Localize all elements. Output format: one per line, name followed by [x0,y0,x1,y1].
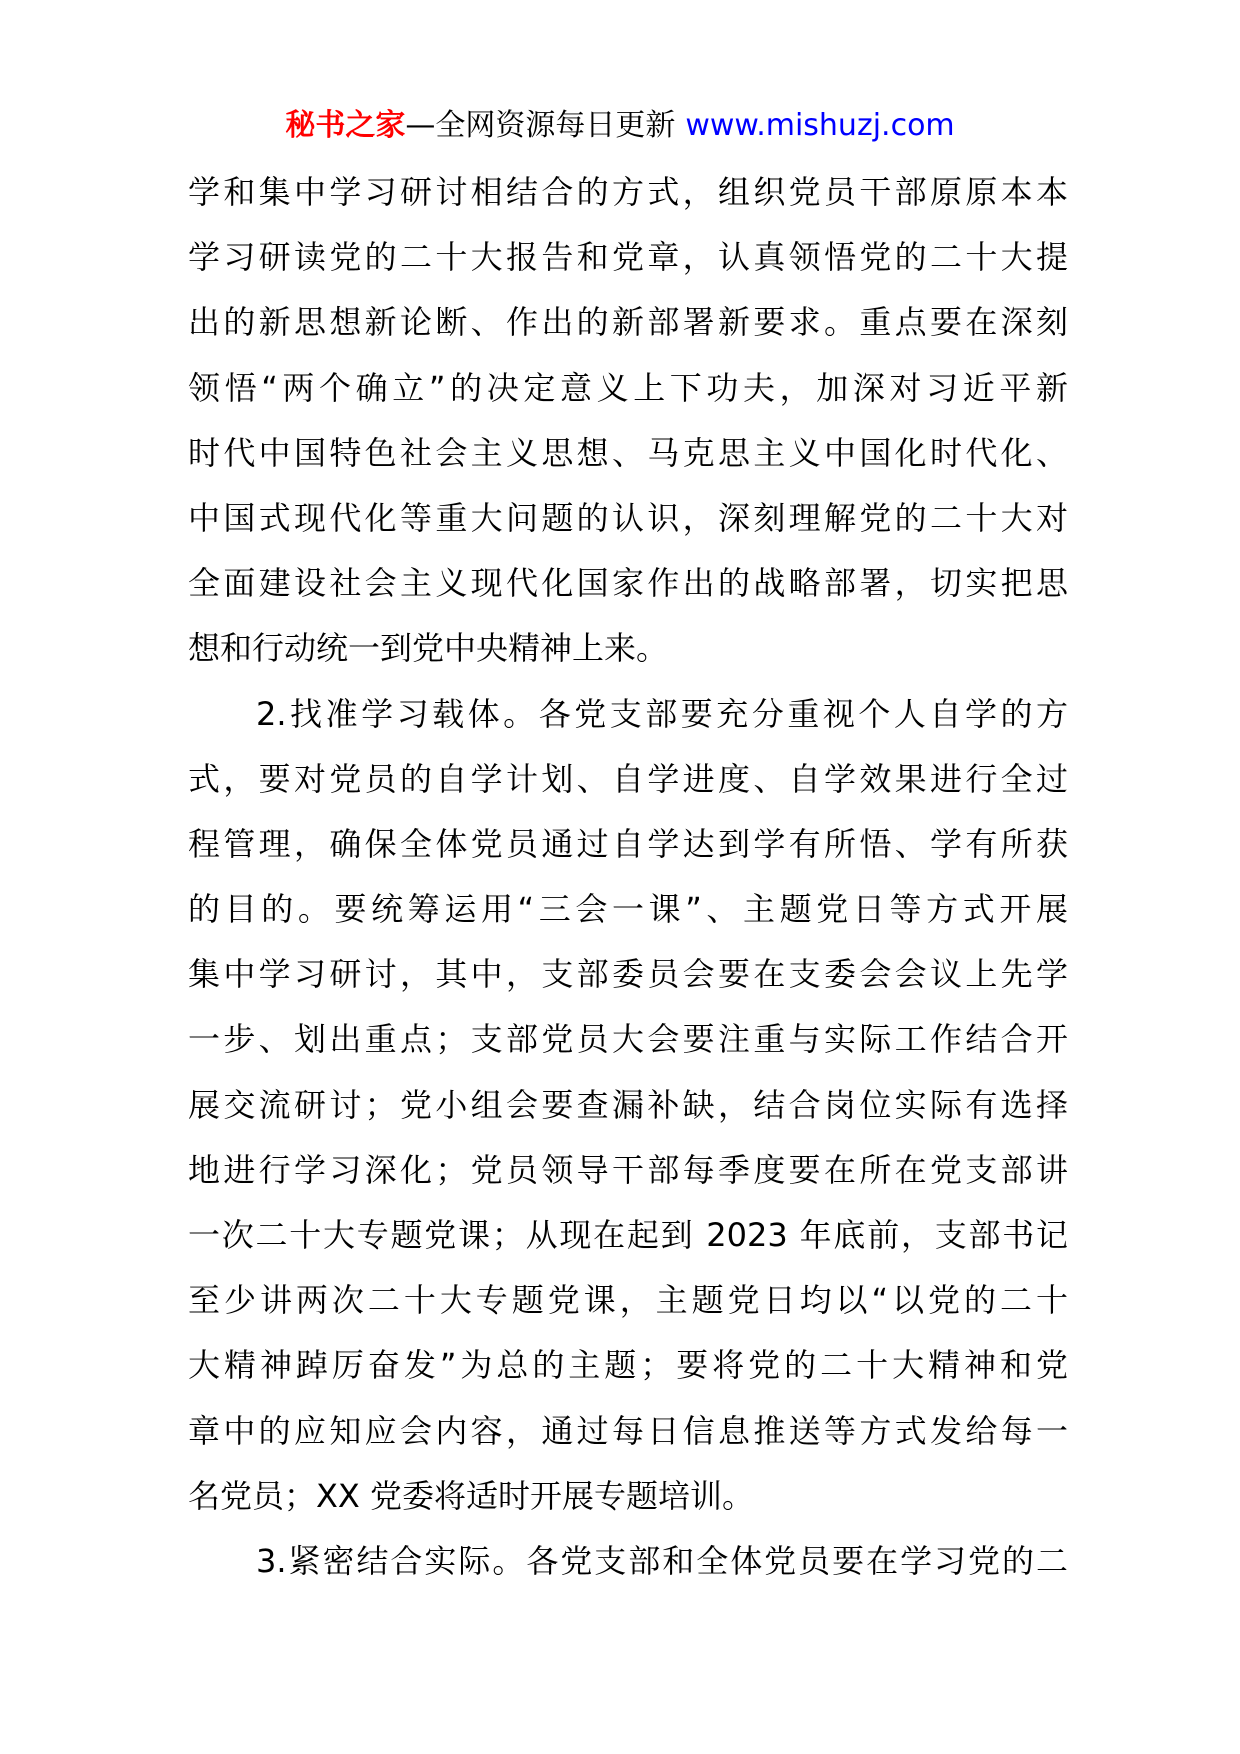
text-line: 名党员；XX 党委将适时开展专题培训。 [188,1476,755,1515]
text-line: 学和集中学习研讨相结合的方式，组织党员干部原原本本 [188,173,1068,211]
text-line: 章中的应知应会内容，通过每日信息推送等方式发给每一 [188,1411,1068,1450]
text-line: 一次二十大专题党课；从现在起到 2023 年底前，支部书记 [188,1216,1068,1254]
paragraph-3-start: 3.紧密结合实际。各党支部和全体党员要在学习党的二 [256,1541,1068,1580]
document-body [188,160,1068,1594]
text-line: 地进行学习深化；党员领导干部每季度要在所在党支部讲 [188,1150,1068,1189]
text-line: 程管理，确保全体党员通过自学达到学有所悟、学有所获 [188,824,1068,863]
text-line: 时代中国特色社会主义思想、马克思主义中国化时代化、 [188,433,1068,472]
site-url-link[interactable]: www.mishuzj.com [685,108,955,143]
text-line: 学习研读党的二十大报告和党章，认真领悟党的二十大提 [188,238,1068,277]
text-line: 领悟“两个确立”的决定意义上下功夫，加深对习近平新 [188,368,1068,407]
site-header [0,106,1240,146]
text-line: 集中学习研讨，其中，支部委员会要在支委会会议上先学 [188,955,1068,994]
text-line: 想和行动统一到党中央精神上来。 [188,629,669,668]
text-line: 式，要对党员的自学计划、自学进度、自学效果进行全过 [188,759,1068,798]
text-line: 一步、划出重点；支部党员大会要注重与实际工作结合开 [188,1020,1068,1059]
paragraph-2-start: 2.找准学习载体。各党支部要充分重视个人自学的方 [256,694,1068,733]
brand-name: 秘书之家 [285,108,406,143]
text-line: 的目的。要统筹运用“三会一课”、主题党日等方式开展 [188,890,1068,929]
text-line: 中国式现代化等重大问题的认识，深刻理解党的二十大对 [188,498,1068,537]
text-line: 出的新思想新论断、作出的新部署新要求。重点要在深刻 [188,303,1068,342]
header-slogan: —全网资源每日更新 [405,108,676,143]
text-line: 全面建设社会主义现代化国家作出的战略部署，切实把思 [188,564,1068,603]
text-line: 至少讲两次二十大专题党课，主题党日均以“以党的二十 [188,1281,1068,1320]
text-line: 大精神踔厉奋发”为总的主题；要将党的二十大精神和党 [188,1346,1068,1385]
text-line: 展交流研讨；党小组会要查漏补缺，结合岗位实际有选择 [188,1085,1068,1124]
